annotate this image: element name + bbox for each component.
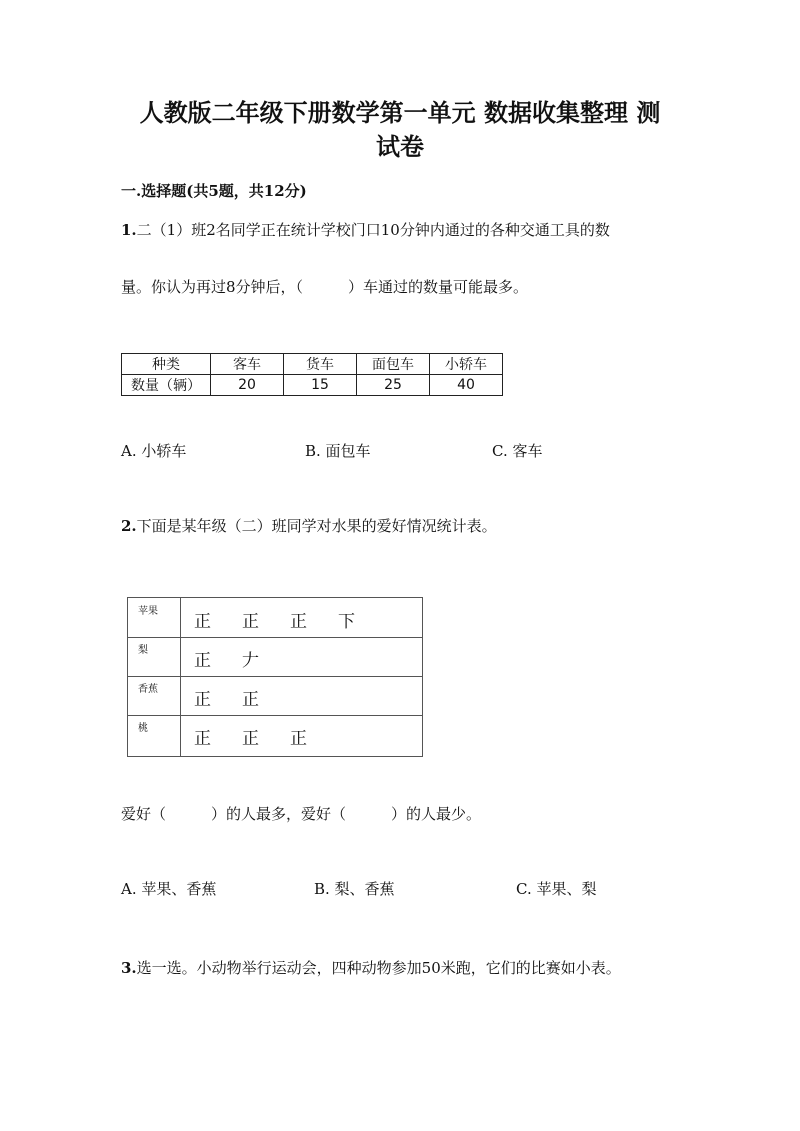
table-cell: 数量（辆） [122, 375, 211, 396]
q2-option-a[interactable]: A. 苹果、香蕉 [121, 880, 217, 898]
table-row [128, 637, 422, 677]
tally-mark: 下 [338, 612, 355, 632]
q1-number: 1. [121, 221, 137, 239]
q1-option-c[interactable]: C. 客车 [492, 442, 543, 460]
q2-option-b[interactable]: B. 梨、香蕉 [314, 880, 395, 898]
q2-number: 2. [121, 517, 137, 535]
q1-line-2: 量。你认为再过8分钟后，（ ）车通过的数量可能最多。 [121, 278, 529, 296]
q3-line [121, 957, 621, 978]
tally-mark: 正 [242, 729, 259, 749]
table-cell: 40 [430, 375, 503, 396]
table-row [128, 715, 422, 755]
q1-text-1: 二（1）班2名同学正在统计学校门口10分钟内通过的各种交通工具的数 [136, 221, 610, 239]
tally-fruit-label: 桃 [138, 723, 148, 734]
title-line-1: 人教版二年级下册数学第一单元 数据收集整理 测 [139, 98, 661, 127]
page-title [0, 96, 800, 164]
q3-text: 选一选。小动物举行运动会，四种动物参加50米跑，它们的比赛如小表。 [136, 959, 621, 977]
q2-option-c[interactable]: C. 苹果、梨 [516, 880, 597, 898]
tally-mark: 正 [194, 729, 211, 749]
q2-tally-table [127, 597, 423, 757]
q1-vehicle-table [121, 353, 503, 396]
table-cell: 20 [211, 375, 284, 396]
q1-line-1 [121, 219, 610, 240]
table-cell: 15 [284, 375, 357, 396]
q2-text: 下面是某年级（二）班同学对水果的爱好情况统计表。 [136, 517, 497, 535]
table-header-cell: 面包车 [357, 354, 430, 375]
table-row [122, 375, 503, 396]
q3-number: 3. [121, 959, 137, 977]
tally-marks [194, 607, 386, 632]
table-header-cell: 小轿车 [430, 354, 503, 375]
tally-mark: 正 [194, 612, 211, 632]
title-line-2: 试卷 [376, 132, 424, 161]
table-header-cell: 货车 [284, 354, 357, 375]
tally-mark: 正 [290, 612, 307, 632]
tally-mark: 正 [242, 612, 259, 632]
table-cell: 25 [357, 375, 430, 396]
table-header-cell: 种类 [122, 354, 211, 375]
tally-fruit-label: 香蕉 [138, 684, 158, 695]
table-row [128, 598, 422, 638]
tally-mark: 正 [290, 729, 307, 749]
q1-option-b[interactable]: B. 面包车 [305, 442, 371, 460]
table-header-cell: 客车 [211, 354, 284, 375]
tally-marks [194, 685, 290, 710]
tally-mark: 正 [194, 690, 211, 710]
tally-marks [194, 724, 338, 749]
section-heading: 一.选择题(共5题，共12分) [121, 182, 307, 200]
q2-fill-blank: 爱好（ ）的人最多，爱好（ ）的人最少。 [121, 805, 482, 823]
table-row [128, 676, 422, 716]
tally-fruit-label: 梨 [138, 645, 148, 656]
tally-mark: 𠂇 [242, 651, 259, 671]
tally-marks [194, 646, 290, 671]
tally-fruit-label: 苹果 [138, 606, 158, 617]
tally-mark: 正 [242, 690, 259, 710]
q1-option-a[interactable]: A. 小轿车 [121, 442, 187, 460]
tally-mark: 正 [194, 651, 211, 671]
q2-line [121, 515, 497, 536]
table-header-row [122, 354, 503, 375]
